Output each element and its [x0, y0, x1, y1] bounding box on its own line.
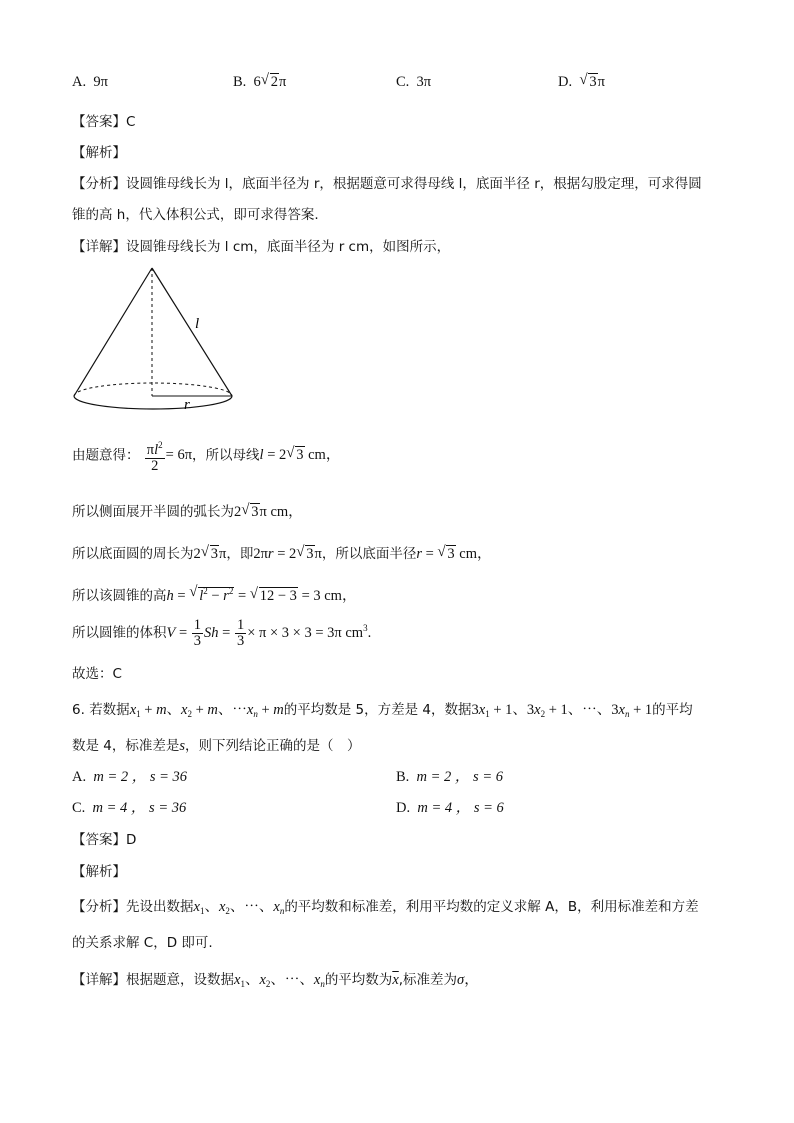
q6-fenxi-data: $x_1$、$x_2$、⋯、$x_n$: [193, 899, 285, 916]
q6-fenxi-line2: 的关系求解 C，D 即可.: [72, 935, 213, 951]
q6-fenxi-line1: [72, 895, 699, 916]
question-number: 6.: [72, 702, 85, 718]
stem-text: 数是 4，标准差是: [72, 738, 180, 754]
q6-answer: [72, 828, 136, 848]
option-value: m = 4 ， s = 36: [92, 800, 187, 816]
q5-answer: [72, 110, 135, 130]
step1-formula: $\frac{\pi l^2}{2}$ = 6π: [146, 440, 193, 474]
q6-data-set2: $3x_1 + 1$、$3x_2 + 1$、⋯、$3x_n + 1$: [471, 702, 653, 719]
option-value: m = 2 ， s = 36: [93, 769, 188, 785]
fenxi-text: 设圆锥母线长为 l，底面半径为 r，根据题意可求得母线 l，底面半径 r，根据勾股定理，可求得圆: [126, 176, 702, 192]
q6-option-a: [72, 765, 187, 786]
step2-formula: 2 √ 3π cm，: [234, 504, 303, 520]
option-label: A.: [72, 769, 87, 785]
q5-step4: [72, 584, 356, 605]
cone-slant-edge: [152, 268, 232, 396]
step4-formula: h = √ $l^2 - r^2$ = √ 12 − 3 = 3 cm，: [167, 588, 357, 604]
answer-label: 【答案】: [72, 114, 126, 130]
cone-base-front: [74, 396, 232, 409]
option-label: C.: [396, 74, 410, 90]
answer-value: C: [126, 114, 136, 130]
answer-value: D: [126, 832, 137, 848]
q5-step1: [72, 438, 340, 474]
xiangjie-text: 根据题意，设数据: [126, 972, 234, 988]
q6-option-b: [396, 765, 503, 786]
mean-symbol: $\overline{x}$: [392, 972, 399, 988]
xiangjie-text: ,标准差为: [398, 972, 458, 988]
step-prefix: 所以该圆锥的高: [72, 588, 167, 604]
q5-step5: [72, 618, 371, 649]
q5-option-a: [72, 74, 108, 91]
stem-text: 若数据: [89, 702, 130, 718]
fenxi-text: 先设出数据: [126, 899, 194, 915]
step-prefix: 所以圆锥的体积: [72, 624, 167, 641]
q6-data-set1: $x_1 + m$、$x_2 + m$、$\cdots x_n + m$: [129, 702, 284, 719]
q5-fenxi-line2: 锥的高 h，代入体积公式，即可求得答案.: [72, 207, 319, 223]
cone-left-edge: [74, 268, 152, 396]
q6-xiangjie-data: $x_1$、$x_2$、⋯、$x_n$: [234, 972, 325, 989]
option-value: 3π: [416, 74, 432, 90]
option-value: 9π: [93, 74, 108, 90]
radius-label: r: [184, 397, 190, 413]
q5-fenxi-line1: [72, 172, 702, 192]
option-label: B.: [233, 74, 247, 90]
xiangjie-label: 【详解】: [72, 239, 126, 255]
q5-conclusion: 故选：C: [72, 666, 122, 682]
cone-base-back: [74, 383, 232, 396]
q5-xiangjie: [72, 235, 450, 255]
step-mid2: ，所以底面半径: [321, 546, 417, 562]
step3-formula-a: 2 √ 3π: [194, 546, 227, 562]
fenxi-label: 【分析】: [72, 899, 126, 915]
q6-option-c: [72, 796, 186, 817]
q6-xiangjie: [72, 968, 479, 989]
fenxi-label: 【分析】: [72, 176, 126, 192]
option-label: D.: [558, 74, 573, 90]
q6-analysis-heading: 【解析】: [72, 864, 126, 880]
stem-text: ，则下列结论正确的是（ ）: [185, 738, 361, 754]
step-mid: ，即: [226, 546, 254, 562]
option-label: C.: [72, 800, 86, 816]
step5-formula: V = $\frac{1}{3}$ Sh = $\frac{1}{3}$ × π × 3 × 3 = 3π $cm^3$.: [166, 617, 372, 649]
option-value: 6 √ 2π: [254, 74, 287, 90]
q6-stem-line1: [72, 698, 693, 719]
step1-result: l = 2 √ 3 cm，: [260, 447, 341, 463]
q5-option-c: [396, 74, 431, 91]
sigma-symbol: σ，: [457, 972, 479, 988]
q6-option-d: [396, 796, 504, 817]
step-prefix: 由题意得：: [72, 447, 140, 464]
stem-text: 的平均: [652, 702, 693, 718]
q5-option-d: [558, 74, 605, 91]
slant-label: l: [195, 316, 200, 332]
option-label: A.: [72, 74, 87, 90]
q6-s-symbol: s: [179, 738, 186, 754]
q5-analysis-heading: 【解析】: [72, 145, 126, 161]
q5-step3: [72, 542, 492, 563]
q6-stem-line2: [72, 734, 361, 755]
step3-formula-c: r = √ 3 cm，: [416, 546, 491, 562]
option-value: m = 2 ， s = 6: [416, 769, 503, 785]
step-prefix: 所以底面圆的周长为: [72, 546, 194, 562]
stem-text: 的平均数是 5，方差是 4，数据: [283, 702, 472, 718]
cone-figure: [68, 262, 240, 414]
fenxi-text: 的平均数和标准差，利用平均数的定义求解 A，B，利用标准差和方差: [284, 899, 699, 915]
option-value: m = 4 ， s = 6: [417, 800, 504, 816]
step3-formula-b: 2πr = 2 √ 3π: [253, 546, 322, 562]
option-label: D.: [396, 800, 411, 816]
xiangjie-text: 的平均数为: [324, 972, 393, 988]
xiangjie-text: 设圆锥母线长为 l cm，底面半径为 r cm，如图所示，: [126, 239, 451, 255]
xiangjie-label: 【详解】: [72, 972, 126, 988]
q5-option-b: [233, 74, 286, 91]
answer-label: 【答案】: [72, 832, 126, 848]
step-prefix: 所以侧面展开半圆的弧长为: [72, 504, 234, 520]
step-suffix: ，所以母线: [192, 447, 260, 464]
option-value: √ 3π: [579, 74, 605, 90]
q5-step2: [72, 500, 303, 521]
option-label: B.: [396, 769, 410, 785]
